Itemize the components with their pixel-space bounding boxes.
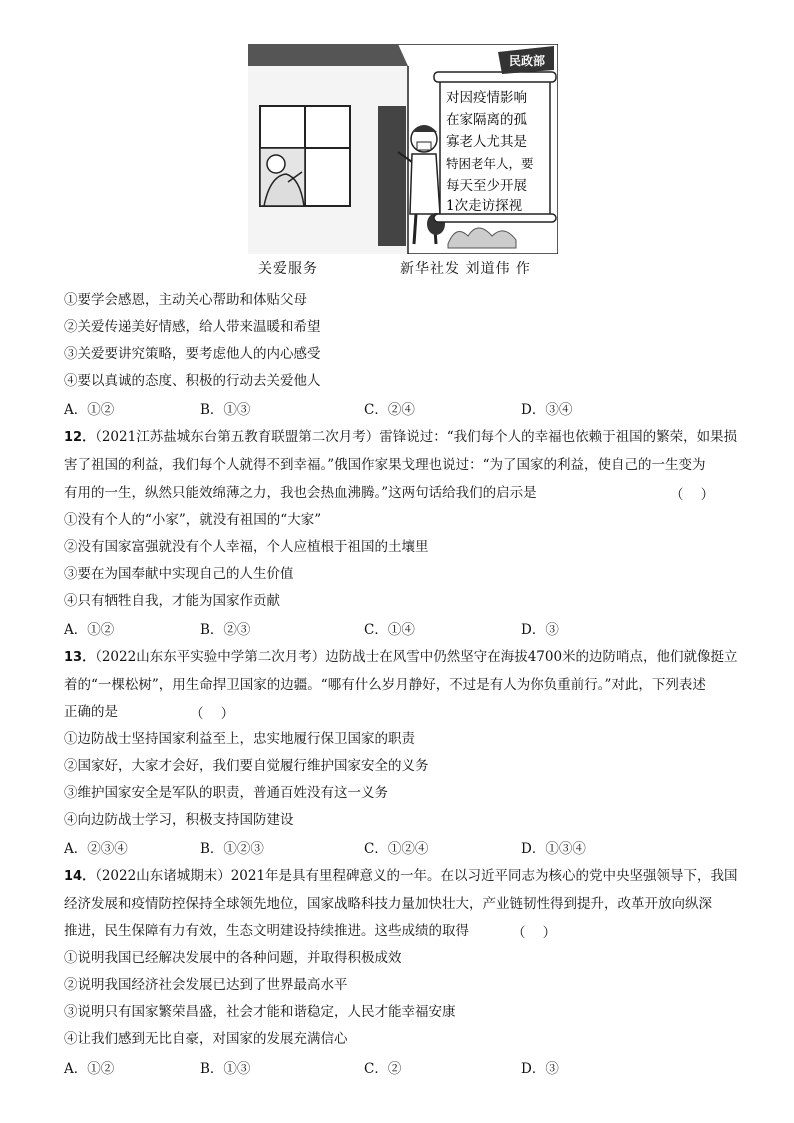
q13-statement-3: ③维护国家安全是军队的职责，普通百姓没有这一义务 (64, 785, 388, 801)
question-number: 12． (64, 430, 96, 445)
answer-blank[interactable]: （ ） (670, 487, 715, 503)
q14-stem-line-1 (64, 866, 738, 887)
announcement-scroll (434, 46, 556, 222)
q12-statement-1: ①没有个人的“小家”，就没有祖国的“大家” (64, 512, 322, 528)
scroll-line: 1次走访探视 (446, 198, 523, 214)
scroll-line: 特困老年人，要 (446, 156, 534, 171)
option-a[interactable]: A．①② (64, 402, 115, 418)
option-b[interactable]: B．①③ (200, 402, 251, 418)
answer-blank[interactable]: （ ） (512, 925, 557, 941)
q12-stem-line-2: 害了祖国的利益，我们每个人就得不到幸福。”俄国作家果戈理也说过：“为了国家的利益，使自己的一生变为 (64, 457, 706, 473)
q13-stem-line-3: 正确的是 (64, 704, 118, 720)
q13-statement-2: ②国家好，大家才会好，我们要自觉履行维护国家安全的义务 (64, 758, 429, 774)
q14-stem-line-3: 推进，民生保障有力有效，生态文明建设持续推进。这些成绩的取得 (64, 923, 469, 939)
q14-stem-line-2: 经济发展和疫情防控保持全球领先地位，国家战略科技力量加快壮大，产业链韧性得到提升，改革开放向纵深 (64, 896, 712, 912)
q14-options (64, 1057, 664, 1077)
cartoon-caption-credit: 新华社发 刘道伟 作 (400, 261, 531, 277)
q14-statement-1: ①说明我国已经解决发展中的各种问题，并取得积极成效 (64, 950, 402, 966)
q14-stem-text: （2022山东诸城期末）2021年是具有里程碑意义的一年。在以习近平同志为核心的党中央坚强领导下，我国 (95, 868, 738, 884)
option-b[interactable]: B．①②③ (200, 841, 264, 857)
q13-options (64, 837, 664, 857)
option-d[interactable]: D．③④ (521, 402, 573, 418)
q12-statement-2: ②没有国家富强就没有个人幸福，个人应植根于祖国的土壤里 (64, 539, 429, 555)
scroll-line: 对因疫情影响 (446, 90, 527, 106)
q11-statement-1: ①要学会感恩，主动关心帮助和体贴父母 (64, 292, 307, 308)
roof-shape (248, 44, 398, 66)
q11-statement-2: ②关爱传递美好情感，给人带来温暖和希望 (64, 319, 321, 335)
option-a[interactable]: A．①② (64, 622, 115, 638)
answer-blank[interactable]: （ ） (190, 706, 235, 722)
scroll-line: 在家隔离的孤 (446, 112, 527, 128)
option-d[interactable]: D．③ (521, 1061, 559, 1077)
option-b[interactable]: B．②③ (200, 622, 251, 638)
cartoon-illustration (248, 44, 558, 254)
scroll-line: 每天至少开展 (446, 178, 527, 194)
option-b[interactable]: B．①③ (200, 1061, 251, 1077)
q14-statement-2: ②说明我国经济社会发展已达到了世界最高水平 (64, 977, 348, 993)
q11-statement-3: ③关爱要讲究策略，要考虑他人的内心感受 (64, 346, 321, 362)
option-c[interactable]: C．② (364, 1061, 402, 1077)
q14-statement-3: ③说明只有国家繁荣昌盛，社会才能和谐稳定，人民才能幸福安康 (64, 1004, 456, 1020)
option-d[interactable]: D．①③④ (521, 841, 586, 857)
option-a[interactable]: A．②③④ (64, 841, 128, 857)
q13-statement-1: ①边防战士坚持国家利益至上，忠实地履行保卫国家的职责 (64, 731, 415, 747)
q12-statement-4: ④只有牺牲自我，才能为国家作贡献 (64, 593, 280, 609)
option-a[interactable]: A．①② (64, 1061, 115, 1077)
option-d[interactable]: D．③ (521, 622, 559, 638)
cartoon-caption-title: 关爱服务 (258, 261, 318, 277)
option-c[interactable]: C．①④ (364, 622, 415, 638)
question-number: 13． (64, 650, 96, 665)
q13-stem-line-1 (64, 647, 738, 668)
q12-options (64, 618, 664, 638)
q13-stem-line-2: 着的“一棵松树”，用生命捍卫国家的边疆。“哪有什么岁月静好，不过是有人为你负重前行。”对此，下列表述 (64, 677, 706, 693)
q11-statement-4: ④要以真诚的态度、积极的行动去关爱他人 (64, 373, 321, 389)
scroll-heading: 民政部 (508, 54, 546, 68)
question-number: 14． (64, 869, 96, 884)
q11-options (64, 398, 664, 418)
q13-statement-4: ④向边防战士学习，积极支持国防建设 (64, 812, 294, 828)
option-c[interactable]: C．①②④ (364, 841, 429, 857)
q14-statement-4: ④让我们感到无比自豪，对国家的发展充满信心 (64, 1031, 348, 1047)
door (378, 106, 406, 246)
q12-stem-line-3: 有用的一生，纵然只能效绵薄之力，我也会热血沸腾。”这两句话给我们的启示是 (64, 485, 537, 501)
option-c[interactable]: C．②④ (364, 402, 415, 418)
q13-stem-text: （2022山东东平实验中学第二次月考）边防战士在风雪中仍然坚守在海拔4700米的边防哨点，他们就像挺立 (95, 649, 738, 665)
q12-stem-text: （2021江苏盐城东台第五教育联盟第二次月考）雷锋说过：“我们每个人的幸福也依赖于祖国的繁荣，如果损 (95, 429, 738, 445)
q12-statement-3: ③要在为国奉献中实现自己的人生价值 (64, 566, 294, 582)
q12-stem-line-1 (64, 427, 737, 448)
scroll-line: 寡老人尤其是 (446, 134, 527, 150)
